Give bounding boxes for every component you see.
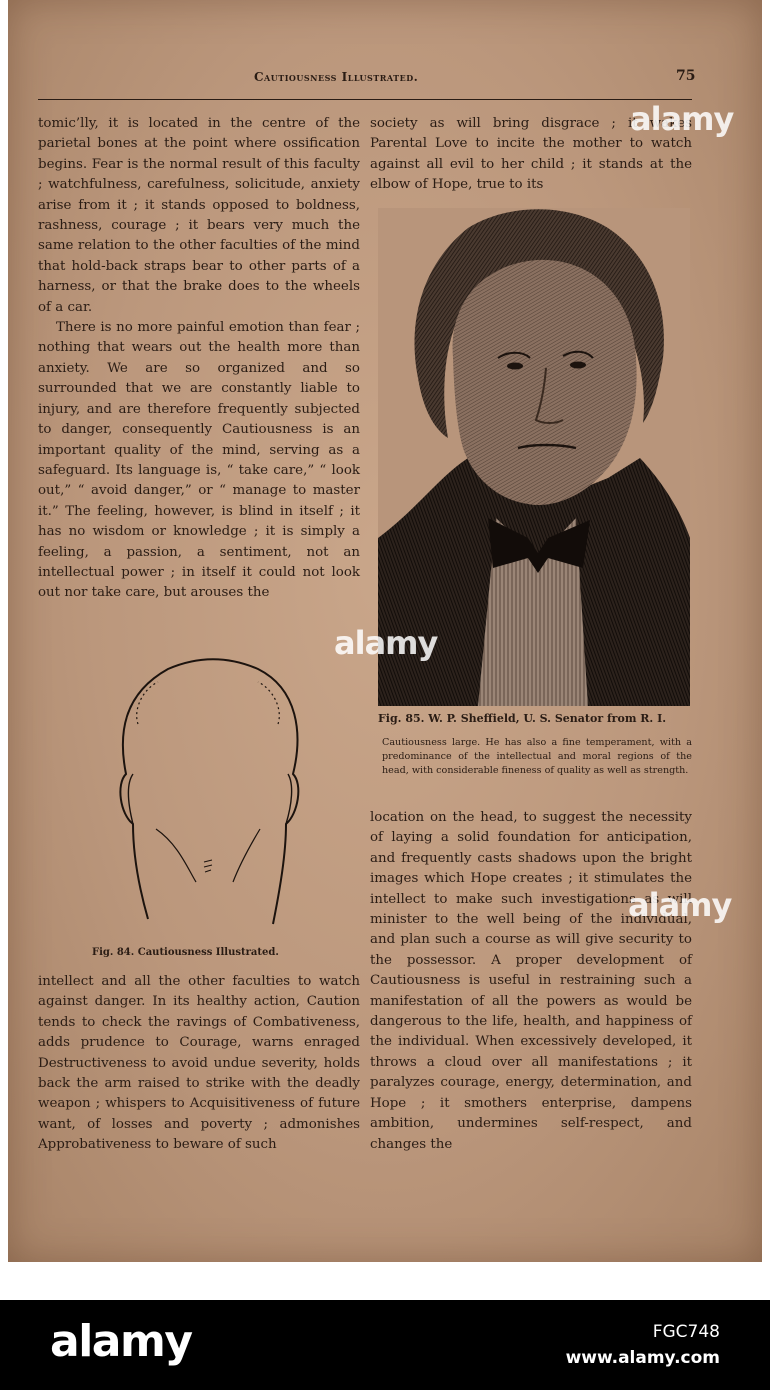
image-id: FGC748 — [652, 1322, 720, 1342]
paragraph: intellect and all the other faculties to watch against danger. In its healthy action, Caution tends to check the ravings of Combativeness, adds prudence to Courage, warns enraged Destructiveness to avoid undue severity, holds back the arm raised to strike with the deadly weapon ; whispers to Acquisitiveness of future want, of losses and poverty ; admonishes Approbativeness to beware of such — [38, 974, 360, 1153]
footer-bar — [0, 1300, 770, 1390]
watermark: alamy — [630, 100, 734, 138]
head-outline — [120, 659, 298, 924]
figure-84-caption: Fig. 84. Cautiousness Illustrated. — [92, 947, 279, 958]
header-rule — [38, 99, 692, 100]
head-outline-diagram — [108, 654, 308, 930]
paragraph: location on the head, to suggest the necessity of laying a solid foundation for anticipation, and frequently casts shadows upon the bright images which Hope creates ; it stimulates the intellect to make such investigations as will minister to the well being of the individual, and plan such a course as will give security to the possessor. A proper development of Cautiousness is useful in restraining such a manifestation of all the powers as would be dangerous to the life, health, and happiness of the individual. When excessively developed, it throws a cloud over all manifestations ; it paralyzes courage, energy, determination, and Hope ; it smothers enterprise, dampens ambition, undermines self-respect, and changes the — [370, 810, 692, 1152]
figure-85-description: Cautiousness large. He has also a fine temperament, with a predominance of the intellectual and moral regions of the head, with considerable fineness of quality as well as strength. — [382, 737, 692, 777]
paragraph: There is no more painful emotion than fear ; nothing that wears out the health more than anxiety. We are so organized and so surrounded that we are constantly liable to injury, and are therefore frequently subjected to danger, consequently Cautiousness is an important quality of the mind, serving as a safeguard. Its language is, “ take care,” “ look out,” “ avoid danger,” or “ manage to master it.” The feeling, however, is blind in itself ; it has no wisdom or knowledge ; it is simply a feeling, a passion, a sentiment, not an intellectual power ; in itself it could not look out nor take care, but arouses the — [38, 320, 360, 601]
left-column-bottom — [38, 972, 360, 1156]
watermark: alamy — [334, 624, 438, 662]
running-head: Cautiousness Illustrated. — [254, 70, 419, 84]
watermark: alamy — [628, 886, 732, 924]
paragraph: society as will bring disgrace ; it wakes Parental Love to incite the mother to watch against all evil to her child ; it stands at the elbow of Hope, true to its — [370, 116, 692, 193]
figure-85-caption: Fig. 85. W. P. Sheffield, U. S. Senator from R. I. — [378, 712, 667, 725]
book-page — [8, 0, 762, 1262]
page-number: 75 — [676, 68, 696, 84]
left-column-top — [38, 114, 360, 604]
brand-logo: alamy — [50, 1316, 192, 1367]
right-column-bottom — [370, 808, 692, 1155]
paragraph: tomic’lly, it is located in the centre of the parietal bones at the point where ossification begins. Fear is the normal result of this faculty ; watchfulness, carefulness, solicitude, anxiety arise from it ; it stands opposed to boldness, rashness, courage ; it bears very much the same relation to the other faculties of the mind that hold-back straps bear to other parts of a harness, or that the brake does to the wheels of a car. — [38, 116, 360, 315]
site-url[interactable]: www.alamy.com — [565, 1348, 720, 1368]
